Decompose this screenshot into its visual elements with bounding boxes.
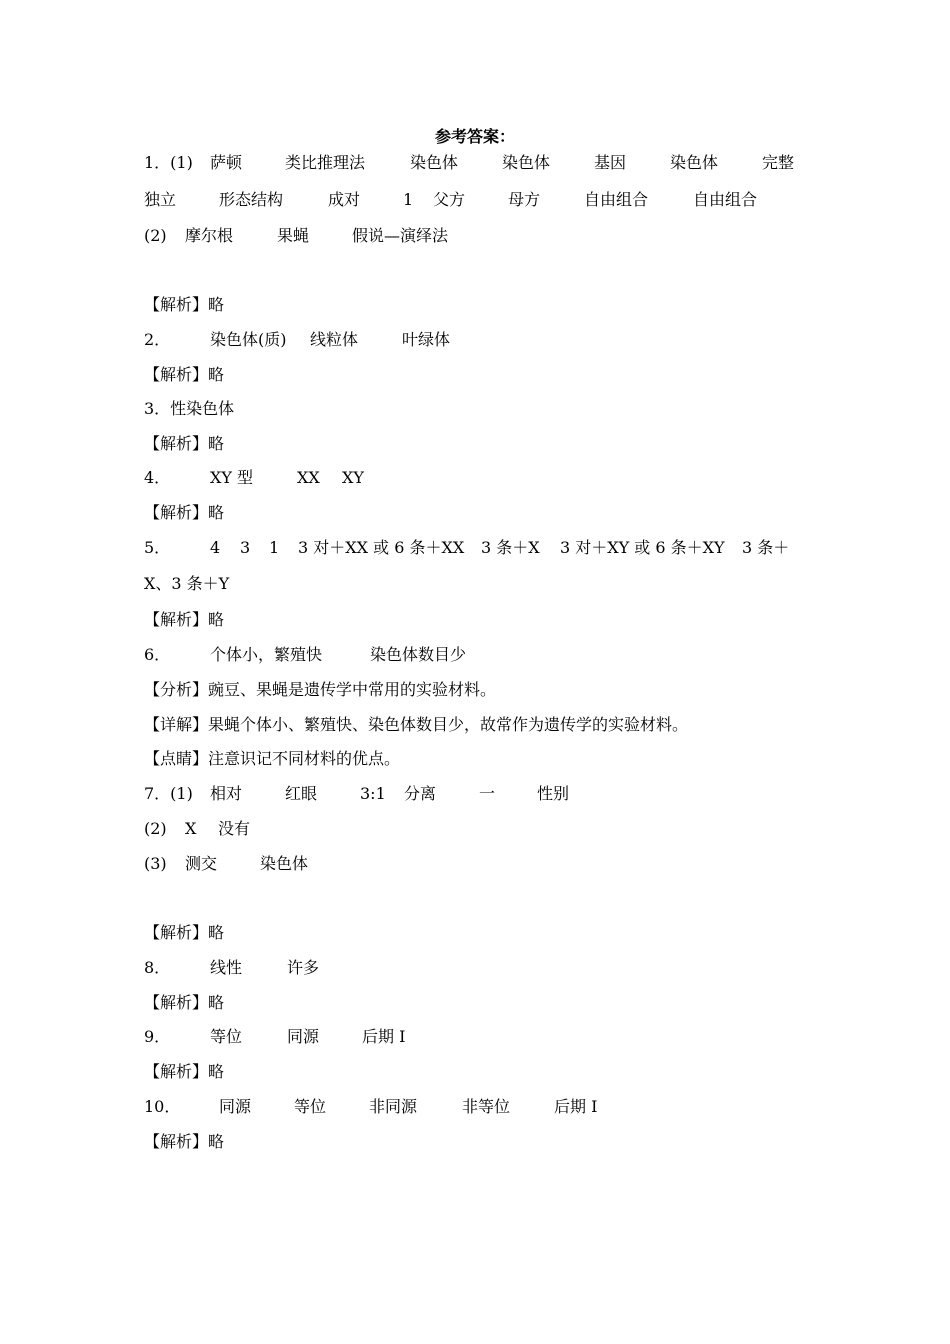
answer-text: 相对 bbox=[210, 784, 243, 803]
answer-text: 等位 bbox=[210, 1027, 243, 1046]
answer-text: 摩尔根 bbox=[185, 226, 234, 245]
answer-text: 染色体 bbox=[260, 854, 309, 873]
answer-text: (2) bbox=[144, 819, 167, 838]
answer-text: 【解析】略 bbox=[144, 1132, 225, 1151]
answer-text: 基因 bbox=[594, 153, 627, 172]
answer-text: 7．(1) bbox=[144, 784, 193, 803]
answer-text: 成对 bbox=[328, 190, 361, 209]
answer-text: 许多 bbox=[287, 958, 320, 977]
answer-text: 【解析】略 bbox=[144, 923, 225, 942]
answer-text: 后期 I bbox=[554, 1097, 598, 1116]
answer-text: 【解析】略 bbox=[144, 434, 225, 453]
answer-text: 3 条＋ bbox=[742, 538, 790, 557]
answer-text: 同源 bbox=[219, 1097, 252, 1116]
answer-text: 父方 bbox=[433, 190, 466, 209]
answer-text: 叶绿体 bbox=[402, 330, 451, 349]
answer-text: 3:1 bbox=[360, 784, 386, 803]
answer-text: 染色体 bbox=[670, 153, 719, 172]
answer-text: 母方 bbox=[508, 190, 541, 209]
answer-text: 自由组合 bbox=[693, 190, 758, 209]
answer-text: 红眼 bbox=[285, 784, 318, 803]
answer-text: 【解析】略 bbox=[144, 503, 225, 522]
answer-text: XY 型 bbox=[210, 468, 254, 487]
answer-text: 3 对＋XY 或 6 条＋XY bbox=[560, 538, 725, 557]
answer-text: (3) bbox=[144, 854, 167, 873]
answer-text: 分离 bbox=[404, 784, 437, 803]
answer-text: 1 bbox=[269, 538, 280, 557]
answer-text: 独立 bbox=[144, 190, 177, 209]
answer-text: X bbox=[185, 819, 197, 838]
answer-text: 【分析】豌豆、果蝇是遗传学中常用的实验材料。 bbox=[144, 680, 497, 699]
answer-text: 个体小，繁殖快 bbox=[210, 645, 323, 664]
answer-text: 等位 bbox=[294, 1097, 327, 1116]
answer-text: 性别 bbox=[537, 784, 570, 803]
answer-text: X、3 条＋Y bbox=[144, 574, 230, 593]
answer-text: 【解析】略 bbox=[144, 993, 225, 1012]
answer-text: 6． bbox=[144, 645, 171, 664]
answer-text: 萨顿 bbox=[210, 153, 243, 172]
answer-text: 3．性染色体 bbox=[144, 399, 235, 418]
answer-text: 后期 I bbox=[362, 1027, 406, 1046]
answer-text: 染色体 bbox=[502, 153, 551, 172]
answer-text: 1．(1) bbox=[144, 153, 193, 172]
answer-text: 染色体数目少 bbox=[370, 645, 467, 664]
answer-text: 测交 bbox=[185, 854, 218, 873]
answer-text: 【解析】略 bbox=[144, 1062, 225, 1081]
answer-text: 一 bbox=[479, 784, 496, 803]
answer-text: 【解析】略 bbox=[144, 610, 225, 629]
answer-text: 自由组合 bbox=[584, 190, 649, 209]
page-title: 参考答案： bbox=[434, 127, 515, 146]
answer-text: XX bbox=[297, 468, 320, 487]
answer-text: 4． bbox=[144, 468, 171, 487]
answer-text: 5． bbox=[144, 538, 171, 557]
answer-text: 非等位 bbox=[462, 1097, 511, 1116]
answer-text: 【解析】略 bbox=[144, 295, 225, 314]
answer-text: 4 bbox=[210, 538, 221, 557]
answer-text: 3 对＋XX 或 6 条＋XX bbox=[298, 538, 465, 557]
answer-text: 染色体 bbox=[410, 153, 459, 172]
answer-text: 3 bbox=[240, 538, 251, 557]
answer-text: 非同源 bbox=[369, 1097, 418, 1116]
answer-text: 假说—演绎法 bbox=[352, 226, 449, 245]
answer-text: 形态结构 bbox=[219, 190, 284, 209]
answer-text: 同源 bbox=[287, 1027, 320, 1046]
answer-text: (2) bbox=[144, 226, 167, 245]
answer-text: XY bbox=[342, 468, 364, 487]
answer-text: 1 bbox=[403, 190, 414, 209]
answer-text: 10． bbox=[144, 1097, 181, 1116]
answer-text: 8． bbox=[144, 958, 171, 977]
answer-text: 9． bbox=[144, 1027, 171, 1046]
answer-text: 2． bbox=[144, 330, 171, 349]
answer-text: 【详解】果蝇个体小、繁殖快、染色体数目少，故常作为遗传学的实验材料。 bbox=[144, 715, 689, 734]
answer-text: 类比推理法 bbox=[285, 153, 366, 172]
answer-text: 完整 bbox=[762, 153, 795, 172]
answer-text: 没有 bbox=[218, 819, 251, 838]
answer-text: 3 条＋X bbox=[481, 538, 540, 557]
answer-text: 线性 bbox=[210, 958, 243, 977]
answer-text: 果蝇 bbox=[277, 226, 310, 245]
answer-text: 线粒体 bbox=[310, 330, 359, 349]
answer-text: 【解析】略 bbox=[144, 365, 225, 384]
answer-text: 【点睛】注意识记不同材料的优点。 bbox=[144, 749, 401, 768]
answer-text: 染色体(质) bbox=[210, 330, 287, 349]
